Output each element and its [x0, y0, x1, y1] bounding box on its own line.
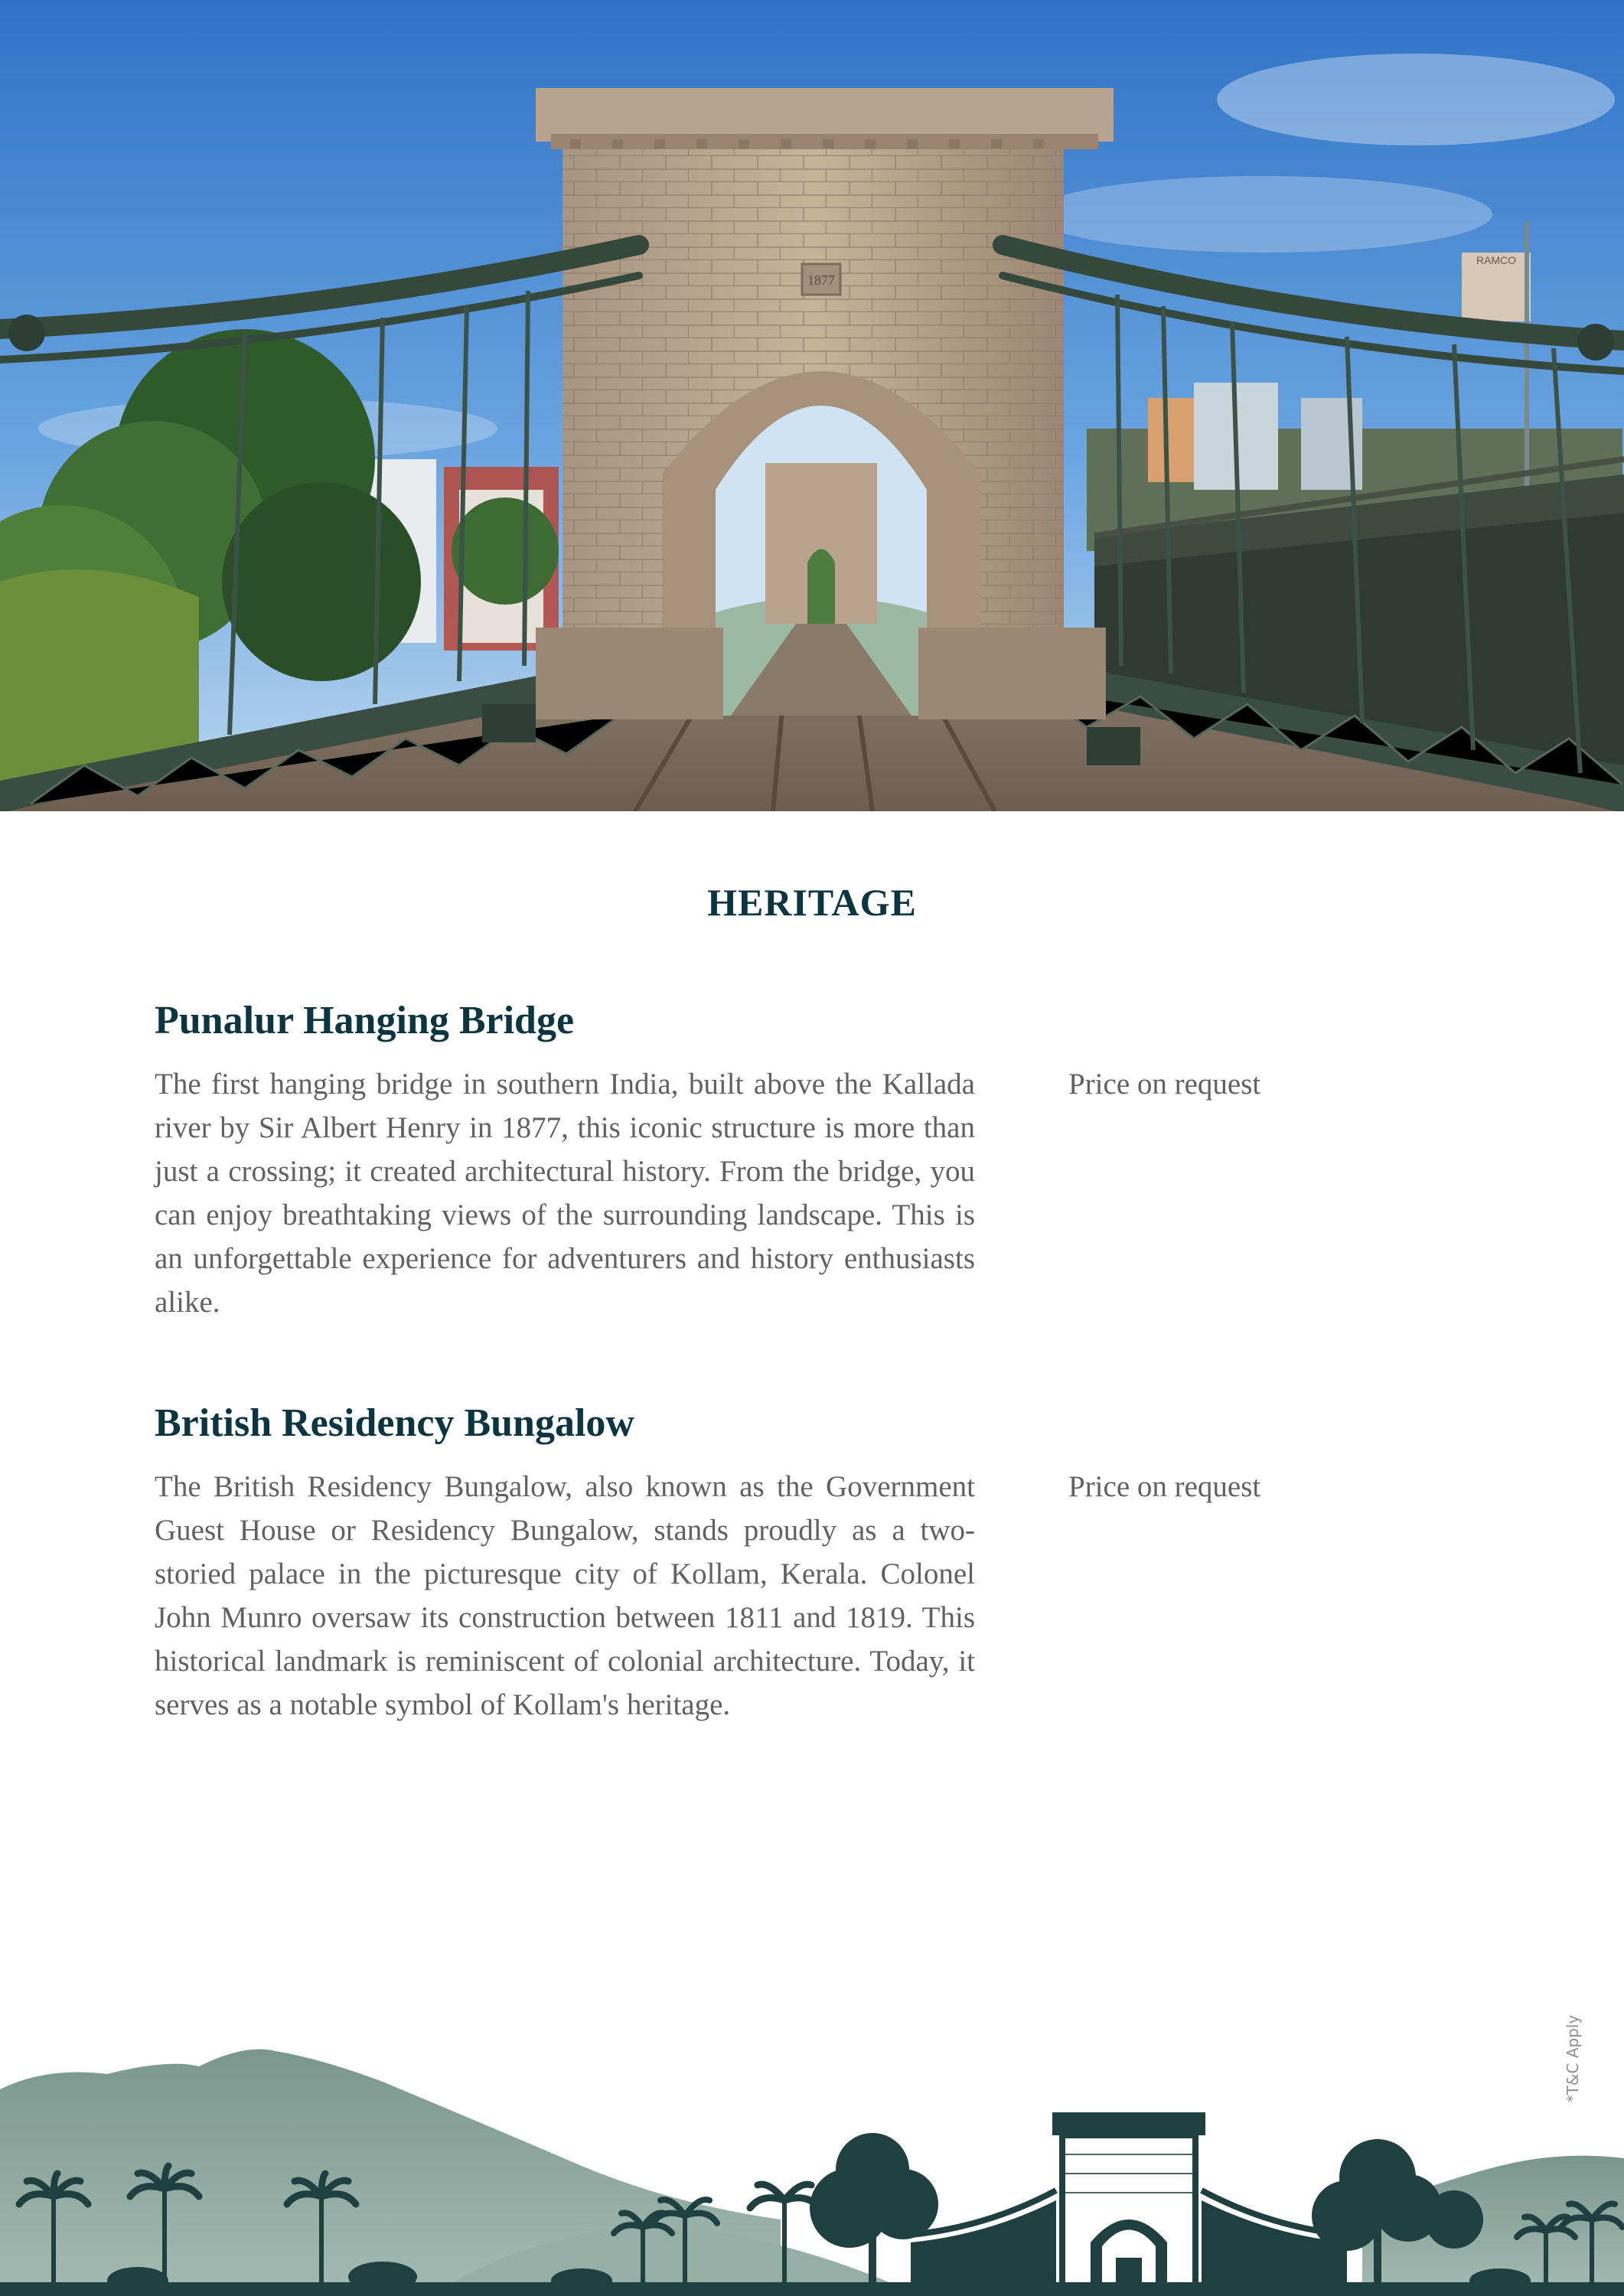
entry-description: The British Residency Bungalow, also known as the Government Guest House or Residency Bungalow, stands proudly as a two-storied palace in the picturesque city of Kollam, Kerala. Colonel John Munro oversaw its construction between 1811 and 1819. This historical landmark is reminiscent of colonial architecture. Today, it serves as a notable symbol of Kollam's heritage. [155, 1470, 975, 1721]
entry-price: Price on request [1068, 1470, 1261, 1503]
entry-price: Price on request [1068, 1068, 1261, 1101]
entry-title: Punalur Hanging Bridge [155, 999, 575, 1042]
entry-title: British Residency Bungalow [155, 1401, 634, 1445]
section-title: HERITAGE [707, 881, 917, 924]
svg-text:1877: 1877 [807, 272, 835, 288]
landscape-illustration [0, 2013, 1624, 2296]
heritage-entry [155, 1397, 1532, 1734]
terms-footnote: *T&C Apply [1564, 2014, 1582, 2103]
hero-photo-punalur-bridge [0, 0, 1624, 811]
entry-description: The first hanging bridge in southern India, built above the Kallada river by Sir Albert Henry in 1877, this iconic structure is more than just a crossing; it created architectural history. From the bridge, you can enjoy breathtaking views of the surrounding landscape. This is an unforgettable experience for adventurers and history enthusiasts alike. [155, 1068, 975, 1319]
heritage-entry [155, 995, 1532, 1332]
svg-text:RAMCO: RAMCO [1476, 254, 1517, 266]
